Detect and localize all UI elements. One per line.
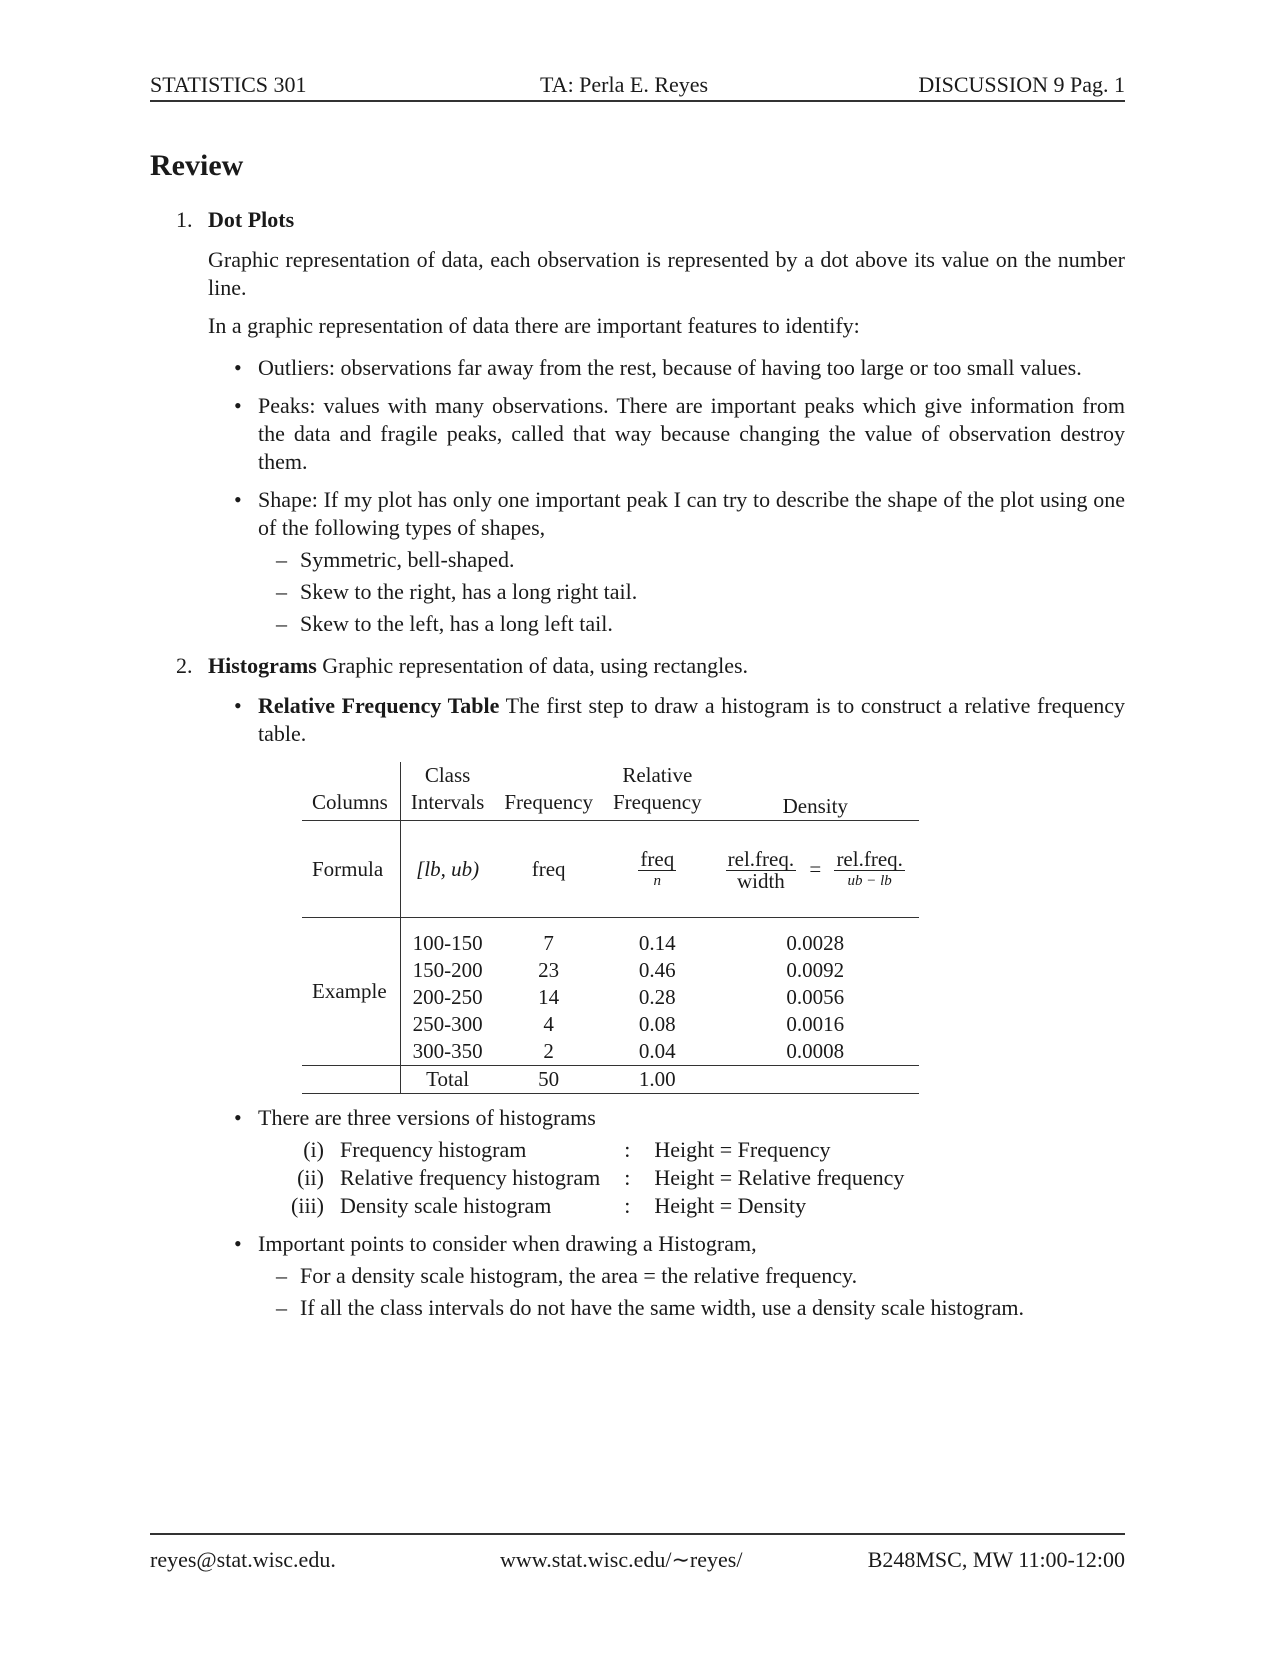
formula-freq: freq (494, 821, 603, 918)
paragraph: Graphic representation of data, each observation is represented by a dot above its value on the number line. (208, 247, 1125, 300)
fraction-denominator: width (736, 868, 785, 893)
cell-relfreq: 0.46 (638, 958, 676, 982)
list-item (258, 486, 1125, 638)
col-header-columns: Columns (302, 762, 400, 821)
page-footer (150, 1533, 1125, 1575)
formula-interval: [lb, ub) (400, 821, 494, 918)
list-item (258, 1230, 1125, 1322)
cell-freq: 23 (538, 958, 560, 982)
cell-interval: 150-200 (412, 958, 483, 982)
header-line: Frequency (612, 790, 702, 814)
item-number: 1. (176, 207, 193, 232)
row-label-formula: Formula (302, 821, 400, 918)
fraction (726, 848, 796, 891)
version-name: Frequency histogram (340, 1137, 527, 1162)
page-header (150, 70, 1125, 102)
cell-total-label: Total (400, 1066, 494, 1094)
footer-website: www.stat.wisc.edu/∼reyes/ (500, 1547, 743, 1572)
cell-density: 0.0028 (786, 931, 845, 955)
item-title: Histograms (208, 653, 317, 678)
header-course: STATISTICS 301 (150, 72, 307, 97)
rft-title: Relative Frequency Table (258, 693, 500, 718)
cell-empty (712, 1066, 919, 1094)
fraction (638, 848, 676, 891)
cell-density: 0.0056 (786, 985, 845, 1009)
cell-freq: 14 (538, 985, 560, 1009)
list-item: – Skew to the right, has a long right tail. (300, 578, 1125, 606)
version-name: Relative frequency histogram (340, 1165, 601, 1190)
points-intro: Important points to consider when drawing a Histogram, (258, 1231, 757, 1256)
paragraph: In a graphic representation of data there are important features to identify: (208, 313, 860, 338)
fraction-denominator: ub − lb (847, 872, 892, 889)
table-row (302, 918, 919, 958)
fraction-numerator: rel.freq. (727, 846, 795, 871)
cell-empty (302, 1066, 400, 1094)
cell-freq: 2 (543, 1039, 554, 1063)
cell-freq: 4 (543, 1012, 554, 1036)
header-discussion: DISCUSSION 9 Pag. 1 (918, 72, 1125, 97)
version-number: (i) (303, 1137, 324, 1162)
table-header-row (302, 762, 919, 821)
col-header-relfreq (603, 762, 712, 821)
item-histograms (150, 652, 1125, 1322)
header-line: Class (424, 763, 471, 787)
cell-freq: 7 (543, 931, 554, 955)
fraction (834, 848, 904, 891)
version-row (278, 1136, 912, 1164)
page-content (150, 140, 1125, 1332)
cell-interval: 100-150 (412, 931, 483, 955)
rft-text: The first step to draw a histogram is to construct a relative frequency table. (258, 693, 1125, 746)
section-title: Review (150, 149, 244, 182)
cell-relfreq: 0.04 (638, 1039, 676, 1063)
cell-relfreq: 0.14 (638, 931, 676, 955)
points-list (258, 1262, 1125, 1322)
version-row (278, 1192, 912, 1220)
version-row (278, 1164, 912, 1192)
list-item (258, 1104, 1125, 1220)
item-dot-plots (150, 206, 1125, 638)
feature-list (208, 354, 1125, 638)
fraction-denominator: n (653, 872, 662, 889)
fraction-numerator: rel.freq. (836, 846, 903, 871)
cell-total-relfreq: 1.00 (603, 1066, 712, 1094)
version-colon: : (624, 1137, 631, 1162)
version-colon: : (624, 1193, 631, 1218)
fraction-numerator: freq (640, 846, 675, 871)
table-total-row (302, 1066, 919, 1094)
version-name: Density scale histogram (340, 1193, 552, 1218)
list-item: – Symmetric, bell-shaped. (300, 546, 1125, 574)
header-ta: TA: Perla E. Reyes (540, 72, 709, 97)
col-header-intervals (400, 762, 494, 821)
list-item-text: Shape: If my plot has only one important peak I can try to describe the shape of the plot using one of the following types of shapes, (258, 487, 1125, 540)
item-number: 2. (176, 653, 193, 678)
list-item: – Skew to the left, has a long left tail. (300, 610, 1125, 638)
cell-interval: 200-250 (412, 985, 483, 1009)
relative-frequency-table (302, 762, 919, 1094)
versions-intro: There are three versions of histograms (258, 1105, 596, 1130)
histogram-notes (208, 1104, 1125, 1322)
cell-interval: 250-300 (412, 1012, 483, 1036)
cell-relfreq: 0.08 (638, 1012, 676, 1036)
item-intro: Graphic representation of data, using rectangles. (322, 653, 749, 678)
list-item: – If all the class intervals do not have the same width, use a density scale histogram. (300, 1294, 1125, 1322)
row-label-example: Example (302, 918, 400, 1066)
histogram-list (208, 692, 1125, 748)
list-item: • Outliers: observations far away from the rest, because of having too large or too small values. (258, 354, 1125, 382)
list-item: – For a density scale histogram, the area = the relative frequency. (300, 1262, 1125, 1290)
cell-total-freq: 50 (494, 1066, 603, 1094)
formula-relfreq (603, 821, 712, 918)
list-item (258, 692, 1125, 748)
item-title: Dot Plots (208, 207, 295, 232)
cell-relfreq: 0.28 (638, 985, 676, 1009)
formula-density (712, 821, 919, 918)
cell-interval: 300-350 (412, 1039, 483, 1063)
cell-density: 0.0016 (786, 1012, 845, 1036)
shape-list (258, 546, 1125, 638)
list-item: • Peaks: values with many observations. There are important peaks which give information from the data and fragile peaks, called that way because changing the value of observation destroy them. (258, 392, 1125, 476)
table-formula-row (302, 821, 919, 918)
footer-office-hours: B248MSC, MW 11:00-12:00 (867, 1547, 1125, 1572)
version-number: (ii) (297, 1165, 324, 1190)
col-header-density: Density (712, 762, 919, 821)
version-height: Height = Frequency (654, 1137, 831, 1162)
version-height: Height = Density (654, 1193, 807, 1218)
equals-sign: = (809, 856, 822, 881)
cell-density: 0.0092 (786, 958, 845, 982)
version-height: Height = Relative frequency (654, 1165, 905, 1190)
version-number: (iii) (291, 1193, 324, 1218)
header-line: Intervals (410, 790, 485, 814)
col-header-frequency: Frequency (494, 762, 603, 821)
header-line: Relative (622, 763, 693, 787)
histogram-versions (278, 1136, 912, 1220)
version-colon: : (624, 1165, 631, 1190)
footer-email: reyes@stat.wisc.edu. (150, 1547, 336, 1572)
cell-density: 0.0008 (786, 1039, 845, 1063)
